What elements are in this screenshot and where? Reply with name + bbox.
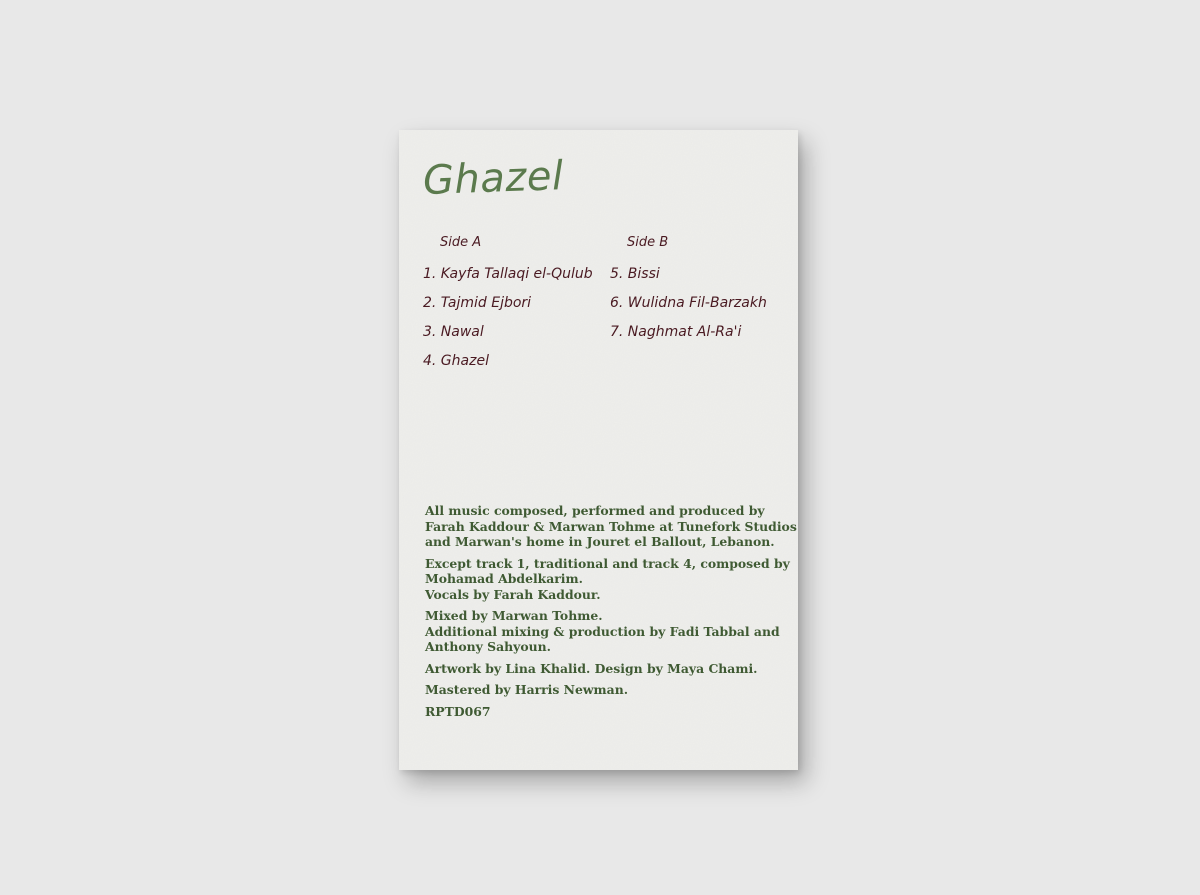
track-6: 6. Wulidna Fil-Barzakh [610, 295, 767, 311]
production-credit [425, 503, 797, 550]
track-7: 7. Naghmat Al-Ra'i [610, 324, 742, 340]
track-1: 1. Kayfa Tallaqi el-Qulub [423, 266, 593, 282]
track-3: 3. Nawal [423, 324, 484, 340]
side-a-heading: Side A [440, 235, 482, 250]
credit-line: Mastered by Harris Newman. [425, 682, 629, 697]
credit-line: Anthony Sahyoun. [425, 639, 551, 654]
artwork-credit [425, 661, 785, 677]
credit-line: and Marwan's home in Jouret el Ballout, Lebanon. [425, 534, 775, 549]
credit-line: Mixed by Marwan Tohme. [425, 608, 603, 623]
credit-line: Mohamad Abdelkarim. [425, 571, 583, 586]
album-title: Ghazel [422, 153, 565, 204]
liner-notes [425, 503, 797, 725]
composition-credit [425, 555, 790, 603]
side-b-tracklist [610, 235, 767, 347]
credit-line: Farah Kaddour & Marwan Tohme at Tunefork Studios [425, 518, 797, 534]
mixing-credit [425, 608, 785, 655]
track-5: 5. Bissi [610, 266, 660, 282]
track-2: 2. Tajmid Ejbori [423, 295, 532, 311]
catalog-number [425, 704, 785, 720]
catalog-number-text: RPTD067 [425, 703, 491, 719]
credit-line: Artwork by Lina Khalid. Design by Maya Chami. [425, 660, 758, 676]
credit-line: All music composed, performed and produced by [425, 503, 765, 518]
side-b-heading: Side B [627, 235, 669, 250]
credit-line: Additional mixing & production by Fadi Tabbal and [425, 623, 780, 639]
cassette-j-card [399, 130, 798, 770]
mastering-credit [425, 682, 785, 698]
credit-line: Except track 1, traditional and track 4, composed by [425, 555, 790, 571]
track-4: 4. Ghazel [423, 353, 489, 369]
side-a-tracklist [423, 235, 593, 376]
credit-line: Vocals by Farah Kaddour. [425, 586, 601, 602]
